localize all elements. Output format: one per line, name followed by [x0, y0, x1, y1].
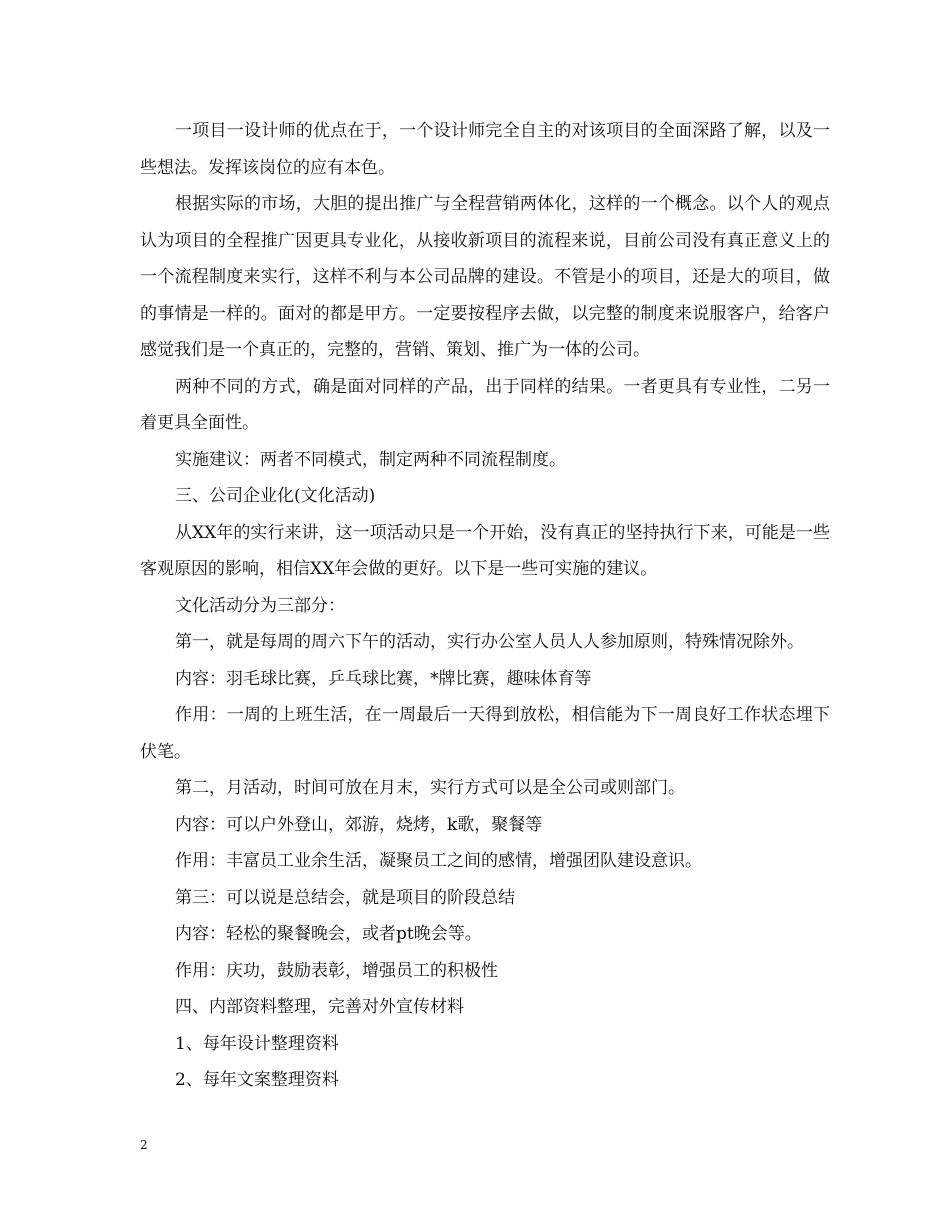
- paragraph: 作用：一周的上班生活，在一周最后一天得到放松，相信能为下一周良好工作状态埋下伏笔。: [140, 705, 830, 762]
- paragraph: 内容：羽毛球比赛，乒乓球比赛，*牌比赛，趣味体育等: [175, 668, 592, 689]
- document-body: [140, 113, 830, 1099]
- paragraph: 内容：轻松的聚餐晚会，或者pt晚会等。: [175, 924, 482, 944]
- paragraph: 第三：可以说是总结会，就是项目的阶段总结: [175, 887, 515, 908]
- paragraph: 第一，就是每周的周六下午的活动，实行办公室人员人人参加原则，特殊情况除外。: [175, 632, 804, 652]
- section-heading: 三、公司企业化(文化活动): [175, 486, 376, 506]
- paragraph: 文化活动分为三部分：: [175, 595, 345, 616]
- list-item: 1、每年设计整理资料: [175, 1033, 339, 1054]
- paragraph: 一项目一设计师的优点在于，一个设计师完全自主的对该项目的全面深路了解，以及一些想法。发挥该岗位的应有本色。: [140, 121, 830, 178]
- paragraph: 实施建议：两者不同模式，制定两种不同流程制度。: [175, 449, 566, 470]
- paragraph: 从XX年的实行来讲，这一项活动只是一个开始，没有真正的坚持执行下来，可能是一些客观原因的影响，相信XX年会做的更好。以下是一些可实施的建议。: [140, 522, 830, 579]
- paragraph: 两种不同的方式，确是面对同样的产品，出于同样的结果。一者更具有专业性，二另一着更具全面性。: [140, 376, 830, 433]
- paragraph: 作用：丰富员工业余生活，凝聚员工之间的感情，增强团队建设意识。: [175, 851, 702, 871]
- section-heading: 四、内部资料整理，完善对外宣传材料: [175, 997, 464, 1017]
- list-item: 2、每年文案整理资料: [175, 1070, 339, 1090]
- paragraph: 作用：庆功，鼓励表彰，增强员工的积极性: [175, 960, 498, 981]
- paragraph: 内容：可以户外登山，郊游，烧烤，k歌，聚餐等: [175, 814, 543, 835]
- paragraph: 第二，月活动，时间可放在月末，实行方式可以是全公司或则部门。: [175, 778, 685, 798]
- page-number: 2: [140, 1138, 148, 1152]
- paragraph: 根据实际的市场，大胆的提出推广与全程营销两体化，这样的一个概念。以个人的观点认为项目的全程推广因更具专业化，从接收新项目的流程来说，目前公司没有真正意义上的一个流程制度来实行，这样不利与本公司品牌的建设。不管是小的项目，还是大的项目，做的事情是一样的。面对的都是甲方。一定要按程序去做，以完整的制度来说服客户，给客户感觉我们是一个真正的，完整的，营销、策划、推广为一体的公司。: [140, 194, 830, 360]
